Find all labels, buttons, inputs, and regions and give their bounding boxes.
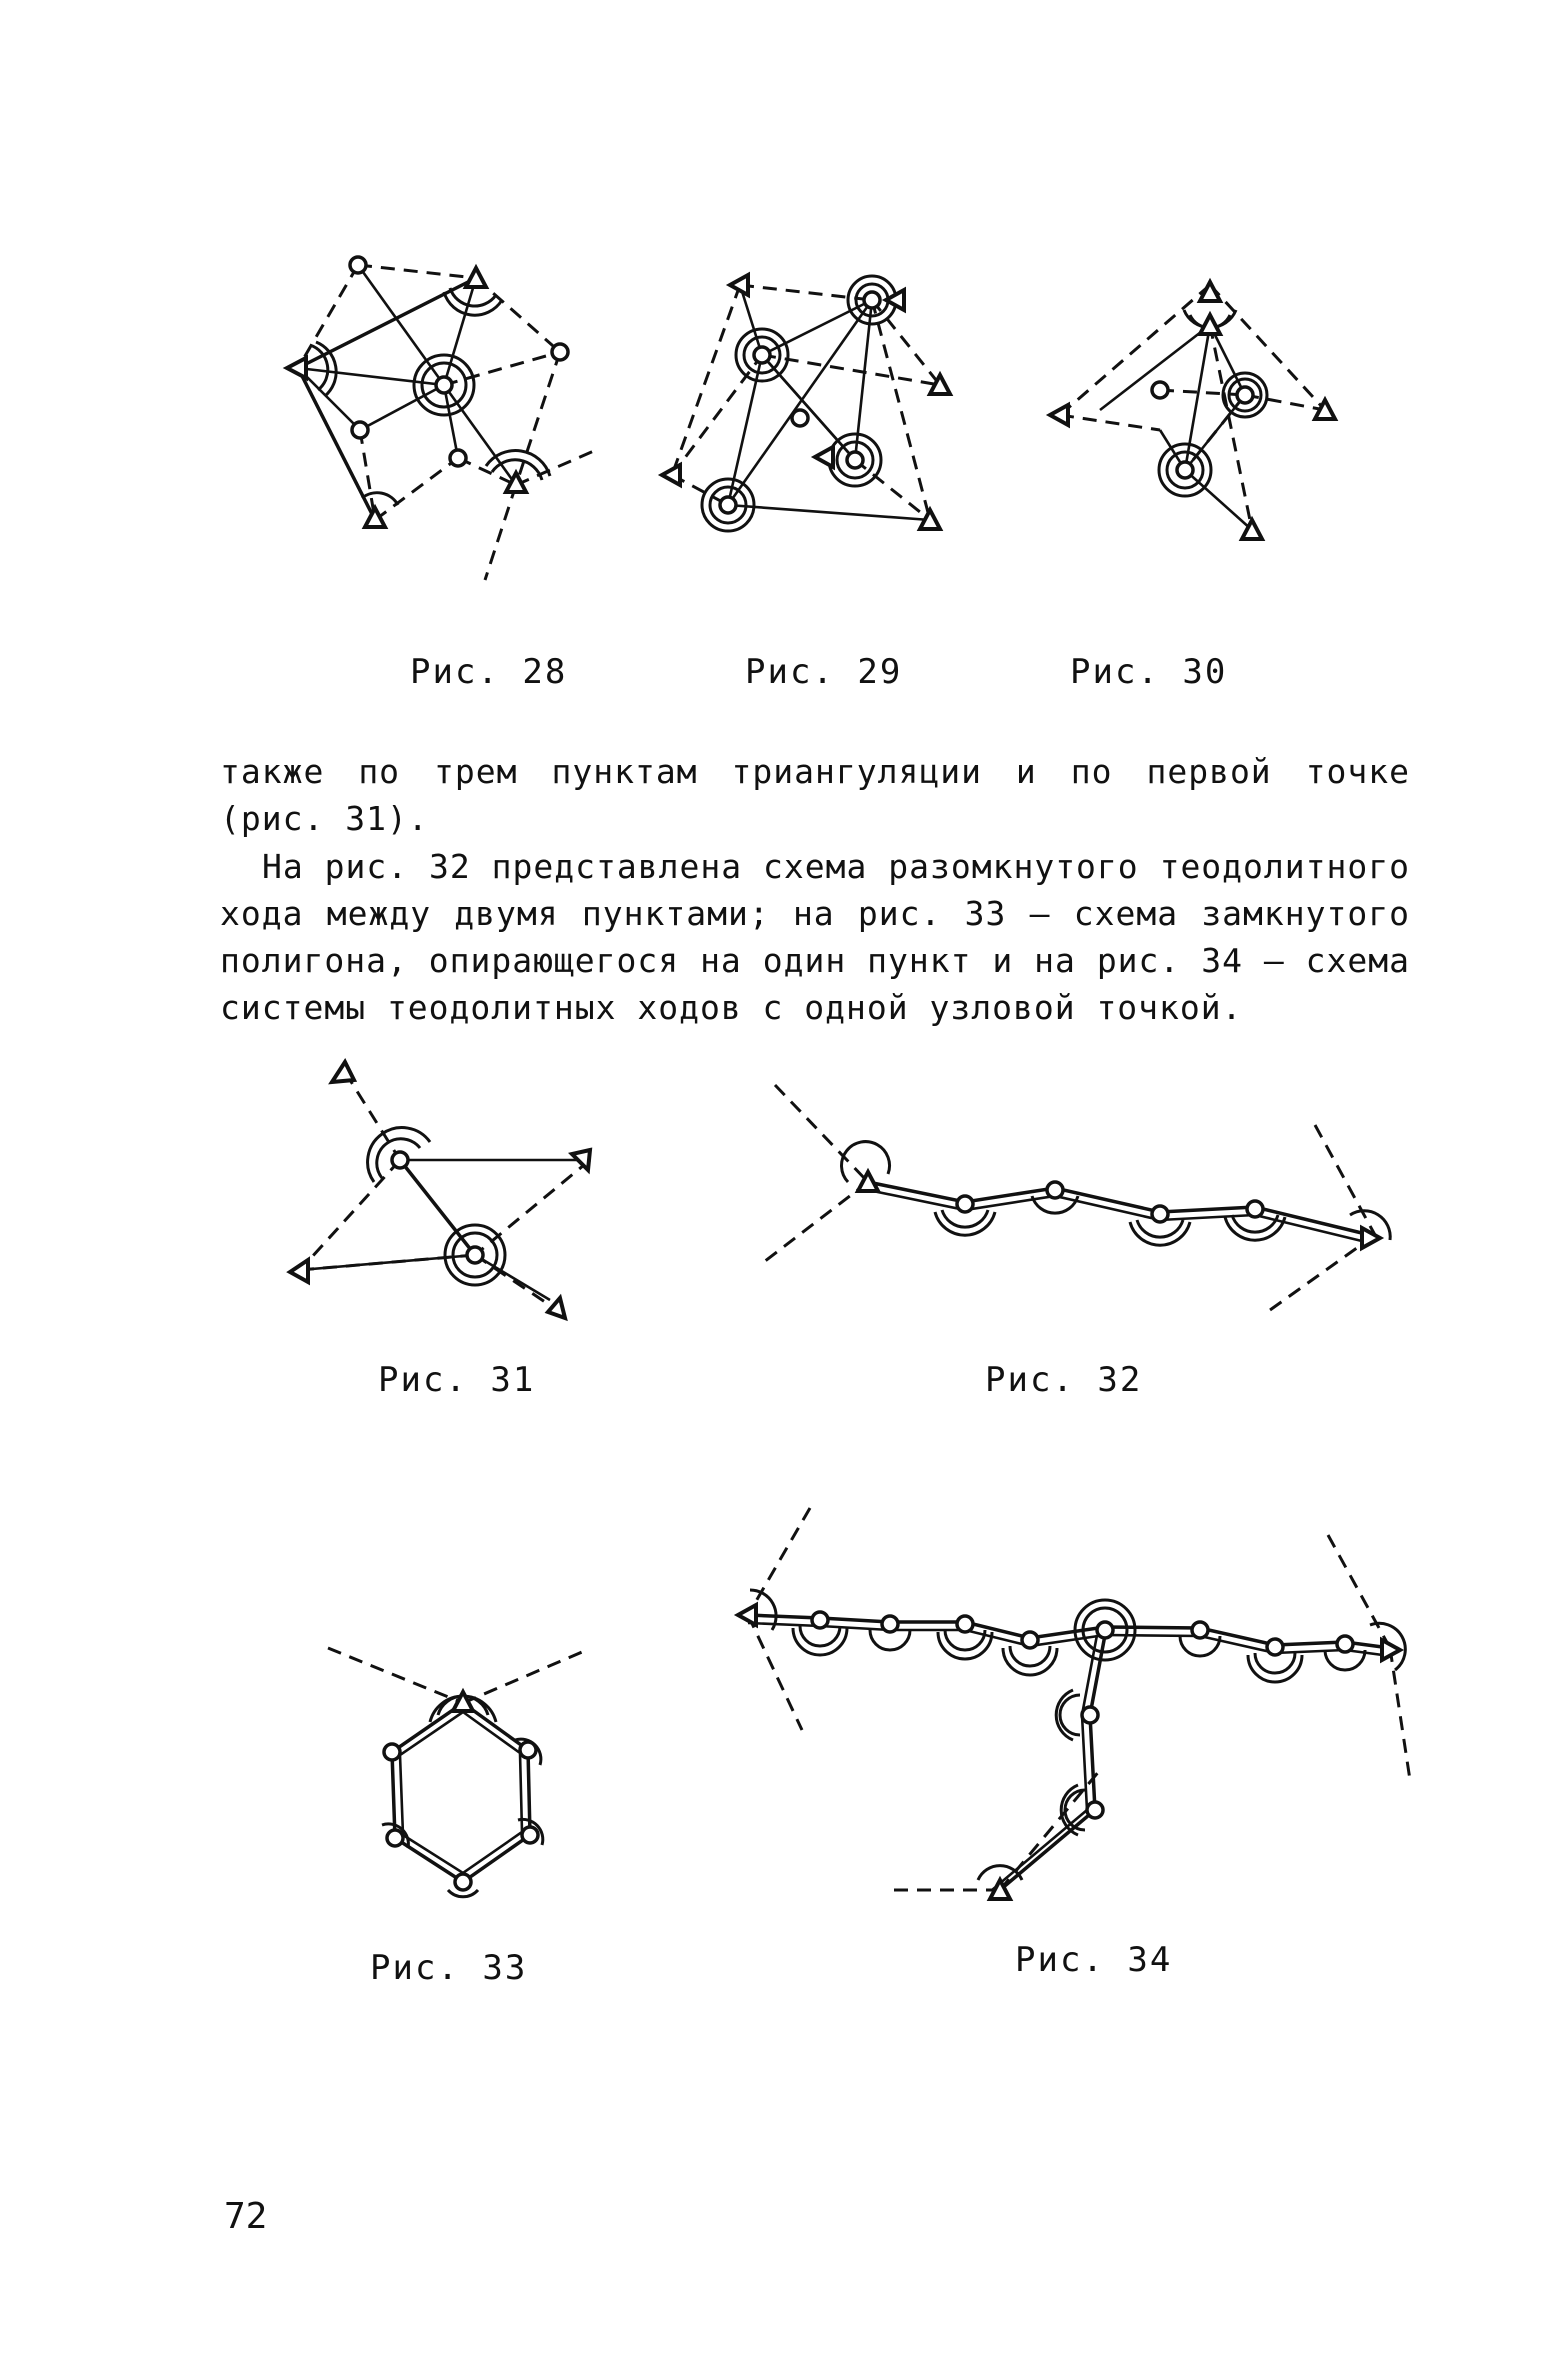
fig34-caption: Рис. 34 (1015, 1940, 1173, 1980)
figure-31-diagram (270, 1050, 620, 1340)
text-line-6: системы теодолитных ходов с одной узловой точкой. (220, 988, 1243, 1027)
fig33-polygon (392, 1703, 530, 1882)
figure-34-diagram (730, 1500, 1450, 1920)
page-number: 72 (224, 2196, 268, 2237)
figure-30-diagram (1030, 270, 1350, 540)
text-line-4: хода между двумя пунктами; на рис. 33 – схема замкнутого (220, 894, 1410, 933)
fig30-solid-lines (1100, 325, 1252, 530)
fig28-dashed-lines (298, 265, 596, 580)
fig31-dashed-lines (300, 1072, 590, 1312)
fig34-points (812, 1612, 1353, 1818)
text-line-1: также по трем пунктам триангуляции и по первой точке (220, 752, 1410, 791)
fig34-branch-traverse (992, 1635, 1105, 1890)
fig34-angle-arcs (750, 1590, 1405, 1880)
fig32-dashed-lines (760, 1085, 1375, 1310)
fig29-solid-lines (728, 285, 930, 520)
fig31-solid-lines (300, 1160, 590, 1300)
fig34-dashed-lines (748, 1508, 1410, 1890)
fig31-caption: Рис. 31 (378, 1360, 536, 1400)
figure-28-diagram (270, 240, 610, 600)
fig29-caption: Рис. 29 (745, 652, 903, 692)
fig31-triangulation-points (290, 1062, 590, 1318)
text-line-3: На рис. 32 представлена схема разомкнутого теодолитного (262, 847, 1410, 886)
fig28-triangulation-points (287, 268, 526, 527)
fig33-points (384, 1742, 538, 1890)
fig28-caption: Рис. 28 (410, 652, 568, 692)
text-line-2: (рис. 31). (220, 799, 429, 838)
fig32-caption: Рис. 32 (985, 1360, 1143, 1400)
fig33-angle-arcs (382, 1696, 543, 1897)
figure-32-diagram (750, 1070, 1410, 1330)
figure-29-diagram (650, 260, 970, 540)
fig30-caption: Рис. 30 (1070, 652, 1228, 692)
figure-33-diagram (320, 1640, 600, 1910)
fig34-main-traverse (748, 1615, 1390, 1656)
text-line-5: полигона, опирающегося на один пункт и на рис. 34 – схема (220, 941, 1410, 980)
fig33-triangulation-points (453, 1692, 473, 1711)
fig33-dashed-lines (328, 1648, 582, 1703)
fig33-caption: Рис. 33 (370, 1948, 528, 1988)
fig28-angle-arcs (310, 288, 550, 505)
